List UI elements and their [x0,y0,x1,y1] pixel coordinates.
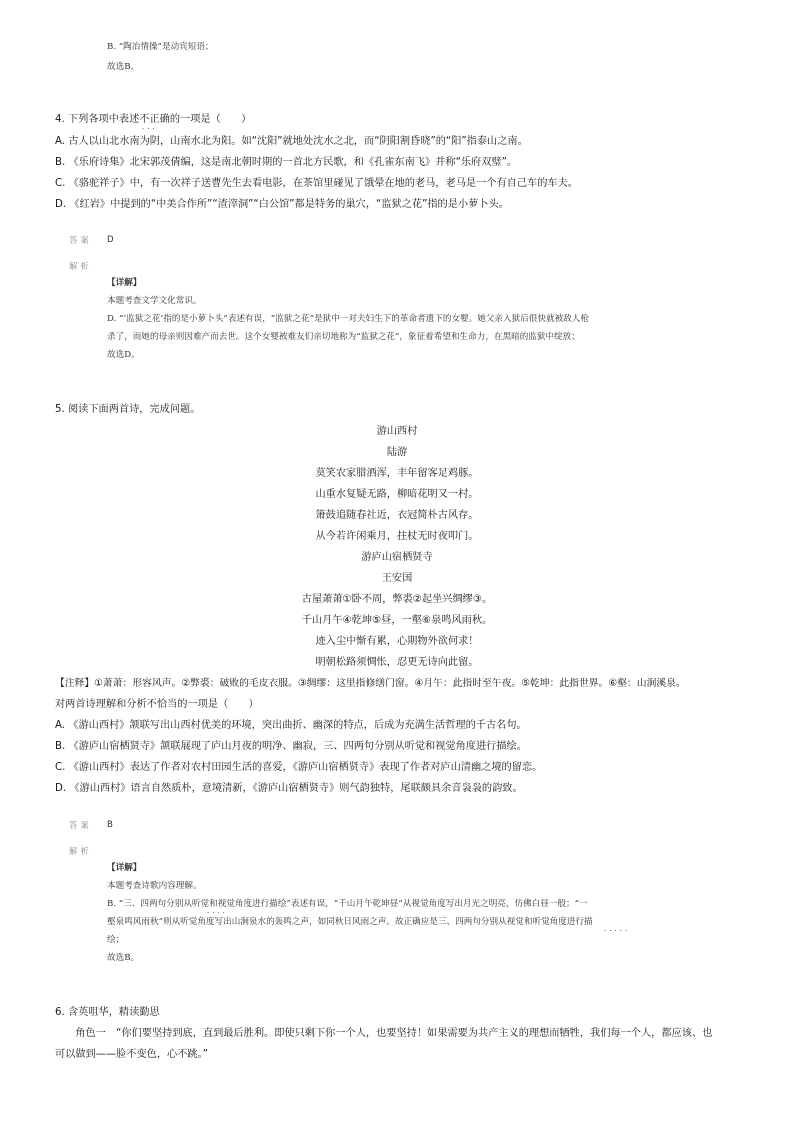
poem1-author: 陆游 [386,447,408,458]
q5-question: 对两首诗理解和分析不恰当的一项是（ ） [55,699,259,710]
prev-conclusion: 故选B。 [107,62,140,72]
poem1-line: 山重水复疑无路，柳暗花明又一村。 [315,489,479,500]
q5-detail-line: 故选B。 [107,953,140,963]
poem2-author: 王安国 [381,573,413,584]
q4-detail-header: 【详解】 [107,278,142,288]
q5-detail-line: B. “三、四两句分别从听觉和视觉角度进行描绘”表述有误，“千山月午乾坤昼”从视觉角度写出月光之明亮，仿佛白昼一般；“一 [107,899,588,909]
q5-option-c: C. 《游山西村》表达了作者对农村田园生活的喜爱，《游庐山宿栖贤寺》表现了作者对庐山清幽之境的留恋。 [55,762,543,773]
q4-option-d: D. 《红岩》中提到的“中美合作所”“渣滓洞”“白公馆”都是特务的巢穴，“监狱之花”指的是小萝卜头。 [55,199,509,210]
poem1-title: 游山西村 [376,426,418,437]
q4-detail-line: D. “‘监狱之花’指的是小萝卜头”表述有误，“监狱之花”是狱中一对夫妇生下的革命者遗下的女婴。她父亲入狱后很快就被敌人枪 [107,314,589,324]
emphasis-dots: ··· [142,125,158,133]
q5-answer-label: 答案 [69,820,92,830]
q5-detail-line: 本题考查诗歌内容理解。 [107,881,202,891]
q5-option-d: D. 《游山西村》语言自然质朴，意境清新，《游庐山宿栖贤寺》则气韵独特，尾联颇具余音袅袅的韵致。 [55,783,523,794]
prev-option-b: B. “陶冶情操”是动宾短语； [107,42,214,52]
q4-stem: 4. 下列各项中表述不正确的一项是（ ） [55,114,252,125]
poem2-line: 迹入尘中惭有累，心期物外欲何求！ [315,636,479,647]
q5-detail-header: 【详解】 [107,863,142,873]
poem1-line: 从今若许闲乘月，拄杖无时夜叩门。 [315,531,479,542]
q4-option-a: A. 古人以山北水南为阴，山南水北为阳。如“沈阳”就地处沈水之北，而“阴阳割昏晓”的“阳”指泰山之南。 [55,136,528,147]
q5-notes: 【注释】①萧萧：形容风声。②弊裘：破败的毛皮衣服。③绸缪：这里指修缮门窗。④月午：此指时至午夜。⑤乾坤：此指世界。⑥壑：山涧溪泉。 [55,678,686,689]
q4-answer-label: 答案 [69,235,92,245]
poem1-line: 箫鼓追随春社近，衣冠简朴古风存。 [315,510,479,521]
q5-detail-line: 绘； [107,935,125,945]
q4-option-b: B. 《乐府诗集》北宋郭茂倩编，这是南北朝时期的一首北方民歌，和《孔雀东南飞》并称“乐府双璧”。 [55,157,518,168]
q5-answer: B [107,820,113,830]
q6-paragraph-line: 角色一 “你们要坚持到底，直到最后胜利。即使只剩下你一个人，也要坚持！如果需要为共产主义的理想而牺牲，我们每一个人，都应该、也 [55,1028,713,1039]
poem2-title: 游庐山宿栖贤寺 [361,552,433,563]
q4-detail-line: 本题考查文学文化常识。 [107,296,202,306]
q5-option-b: B. 《游庐山宿栖贤寺》颔联展现了庐山月夜的明净、幽寂，三、四两句分别从听觉和视觉角度进行描绘。 [55,741,527,752]
q5-detail-line: 壑泉鸣风雨秋”则从听觉角度写出山涧泉水的轰鸣之声，如同秋日风雨之声。故正确应是三、四两句分别从视觉和听觉角度进行描 [107,917,593,927]
q4-option-c: C. 《骆驼祥子》中，有一次祥子送曹先生去看电影，在茶馆里碰见了饿晕在地的老马，老马是一个有自己车的车夫。 [55,178,578,189]
q5-analysis-label: 解析 [69,846,92,856]
q4-analysis-label: 解析 [69,261,92,271]
q4-detail-line: 杀了，而她的母亲则因难产而去世。这个女婴被难友们亲切地称为“监狱之花”，象征着希望和生命力，在黑暗的监狱中绽放； [107,332,580,342]
poem2-line: 千山月午④乾坤⑤昼，一壑⑥泉鸣风雨秋。 [301,615,493,626]
emphasis-dots: ····· [604,927,631,935]
q4-answer: D [107,235,114,245]
emphasis-dots: ···· [207,909,228,917]
poem2-line: 古屋萧萧①卧不周，弊裘②起坐兴绸缪③。 [301,594,493,605]
poem2-line: 明朝松路须惆怅，忍更无诗向此留。 [315,657,479,668]
q6-stem: 6. 含英咀华，精读勤思 [55,1007,160,1018]
q5-option-a: A. 《游山西村》颔联写出山西村优美的环境，突出曲折、幽深的特点，后成为充满生活哲理的千古名句。 [55,720,527,731]
q5-stem: 5. 阅读下面两首诗，完成问题。 [55,404,201,415]
q4-detail-line: 故选D。 [107,350,140,360]
poem1-line: 莫笑农家腊酒浑，丰年留客足鸡豚。 [315,468,479,479]
q6-paragraph-line: 可以做到——脸不变色，心不跳。” [55,1049,208,1060]
